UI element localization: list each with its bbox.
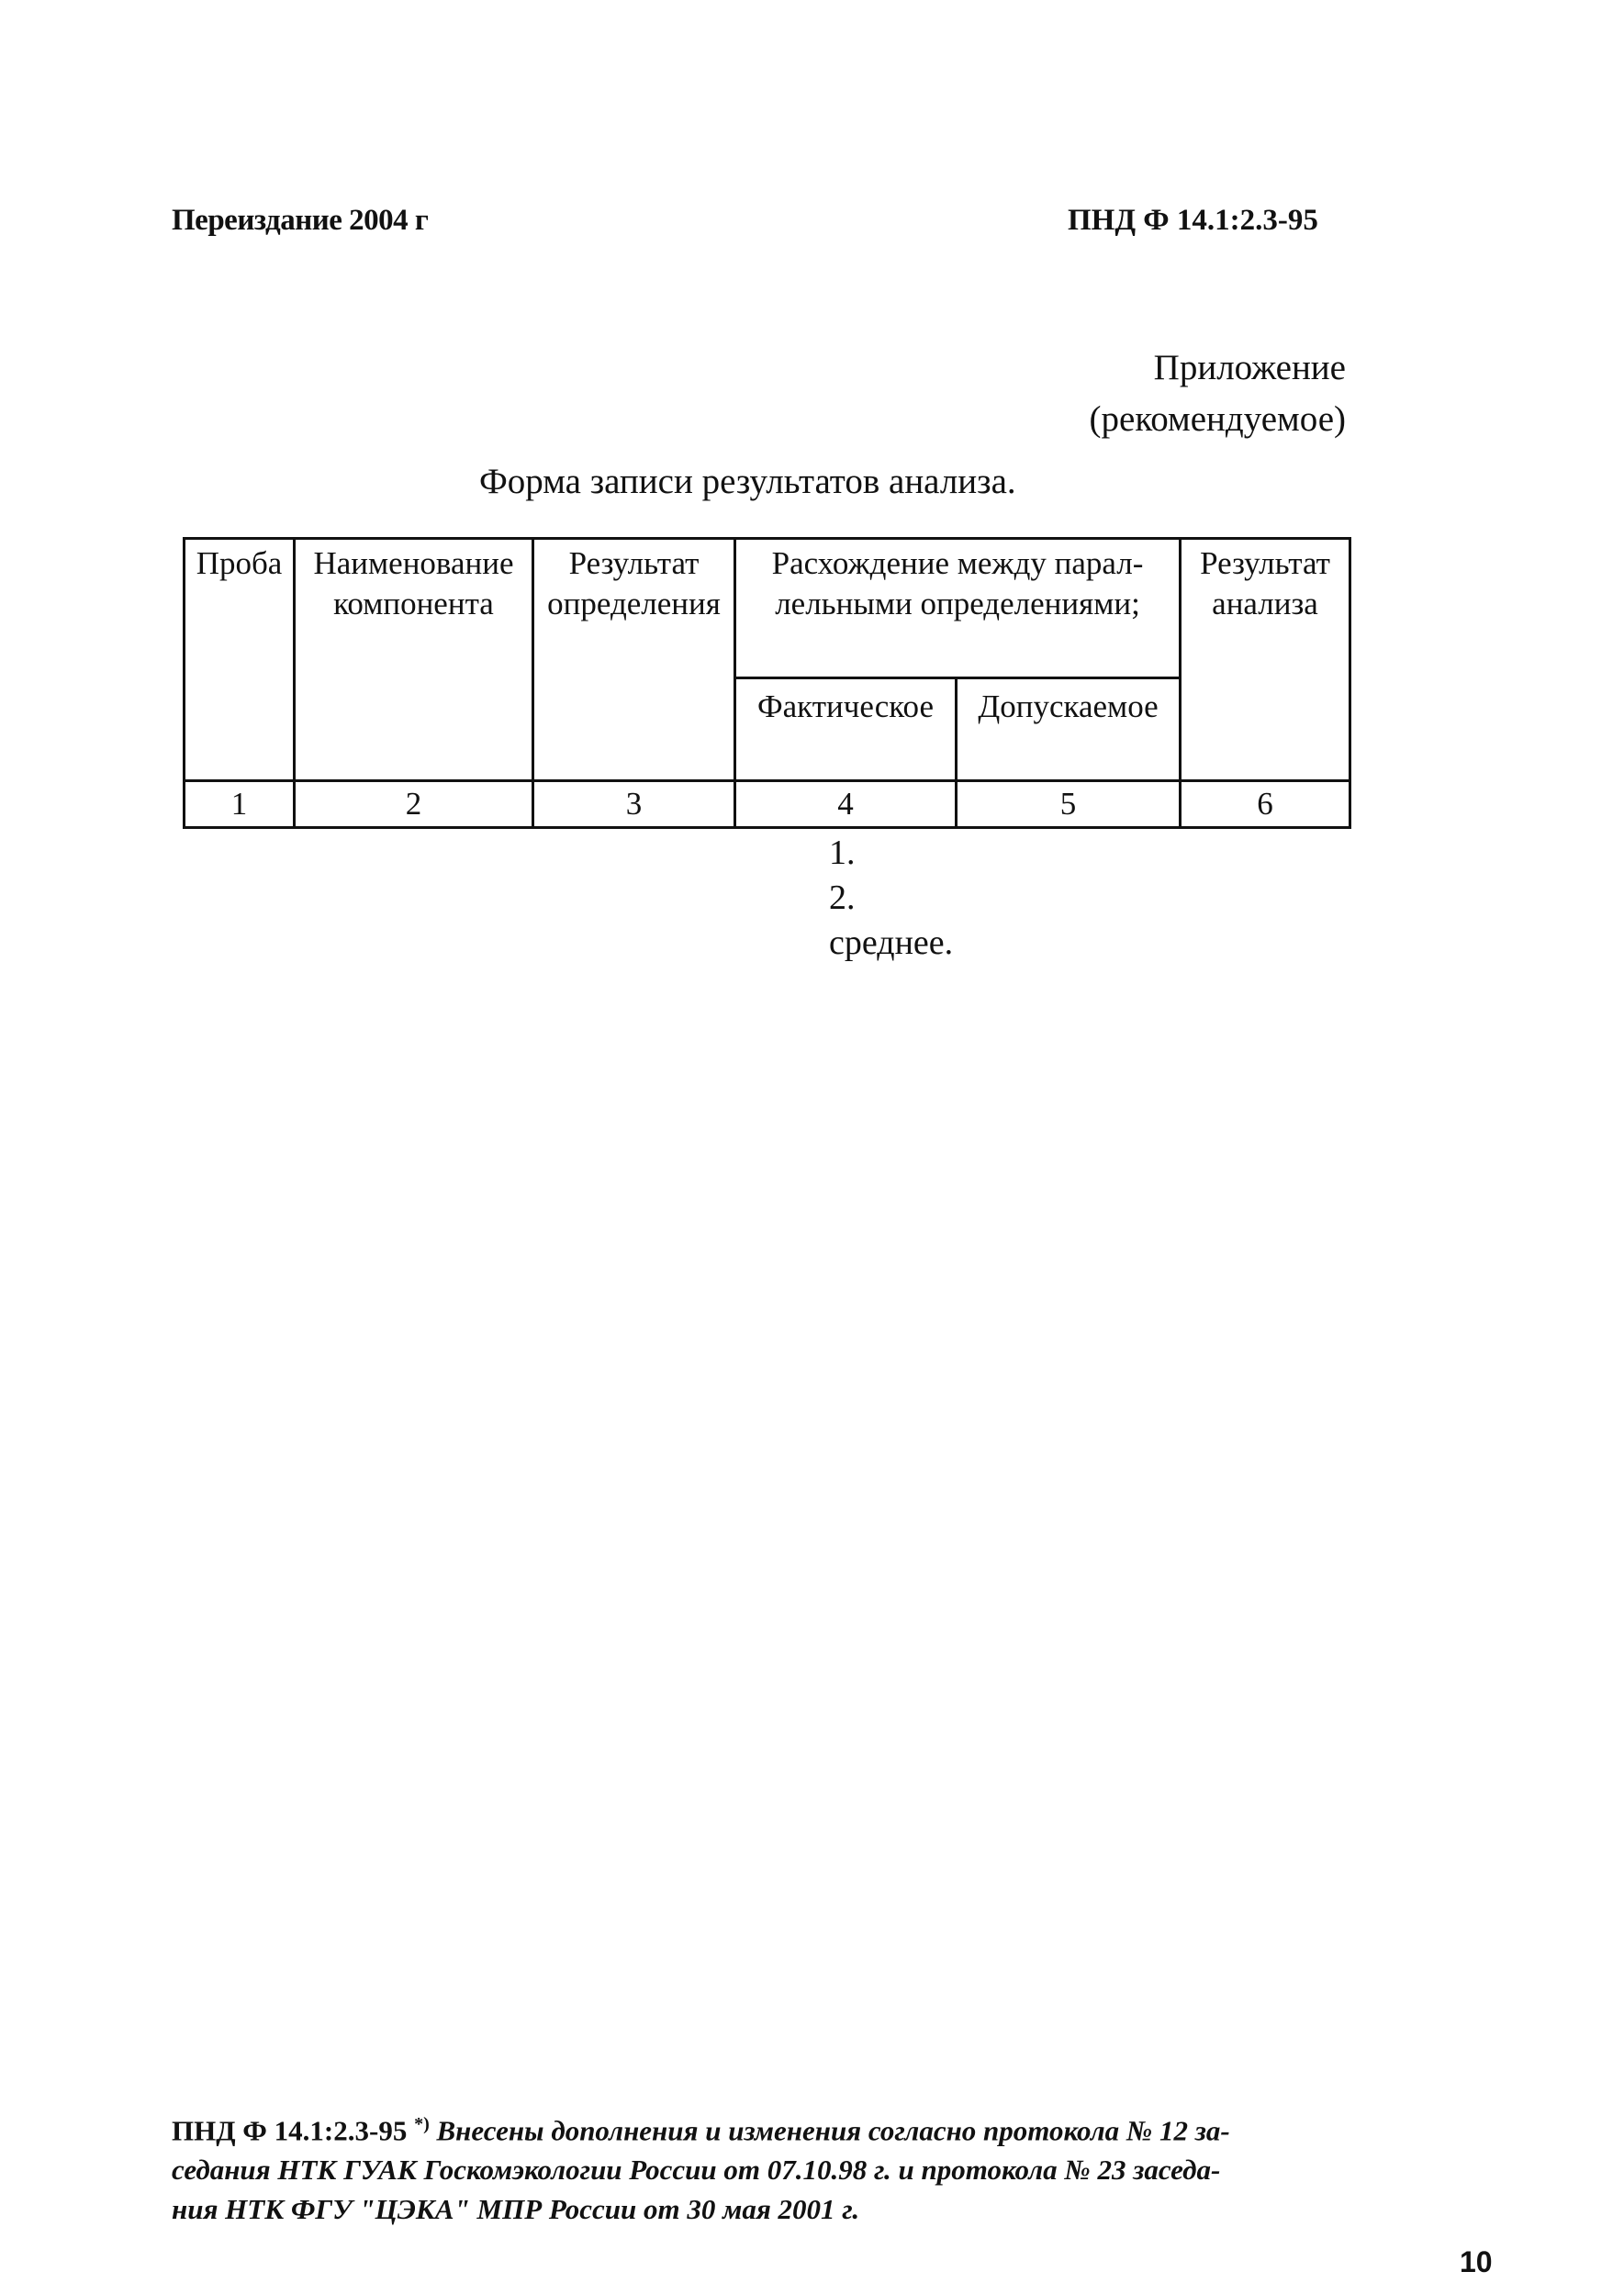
column-number: 1 [185, 781, 295, 828]
footnote-text-line: Внесены дополнения и изменения согласно протокола № 12 за- [436, 2114, 1230, 2147]
table-header-row [185, 539, 1350, 678]
footnote-code: ПНД Ф 14.1:2.3-95 [172, 2114, 408, 2147]
page-number: 10 [1460, 2245, 1493, 2278]
document-code: ПНД Ф 14.1:2.3-95 [1068, 204, 1318, 237]
list-item: 2. [829, 878, 856, 917]
column-number: 5 [957, 781, 1181, 828]
appendix-status: (рекомендуемое) [1089, 399, 1346, 439]
header-allowed: Допускаемое [957, 678, 1181, 781]
appendix-label [1090, 342, 1346, 445]
column-number: 4 [735, 781, 957, 828]
header-discrepancy: Расхождение между парал- лельными определениями; [735, 539, 1181, 678]
list-item: 1. [829, 834, 856, 872]
header-analysis-result: Результат анализа [1181, 539, 1350, 781]
column-number: 2 [295, 781, 533, 828]
results-record-table [183, 537, 1351, 829]
header-sample: Проба [185, 539, 295, 781]
column-number: 6 [1181, 781, 1350, 828]
header-determination-result: Результат определения [533, 539, 735, 781]
form-title: Форма записи результатов анализа. [479, 462, 1016, 501]
header-component: Наименование компонента [295, 539, 533, 781]
footnote-text-line: седания НТК ГУАК Госкомэкологии России от 07.10.98 г. и протокола № 23 заседа- [172, 2154, 1221, 2187]
footnote-text-line: ния НТК ФГУ "ЦЭКА" МПР России от 30 мая 2001 г. [172, 2193, 860, 2226]
list-item: среднее. [829, 923, 954, 962]
column-number-row [185, 781, 1350, 828]
determinations-list [829, 831, 953, 966]
header-actual: Фактическое [735, 678, 957, 781]
column-number: 3 [533, 781, 735, 828]
footnote-mark: *) [414, 2114, 430, 2134]
edition-note: Переиздание 2004 г [172, 204, 429, 237]
appendix-title: Приложение [1153, 348, 1346, 387]
amendment-footnote [172, 2105, 1356, 2229]
